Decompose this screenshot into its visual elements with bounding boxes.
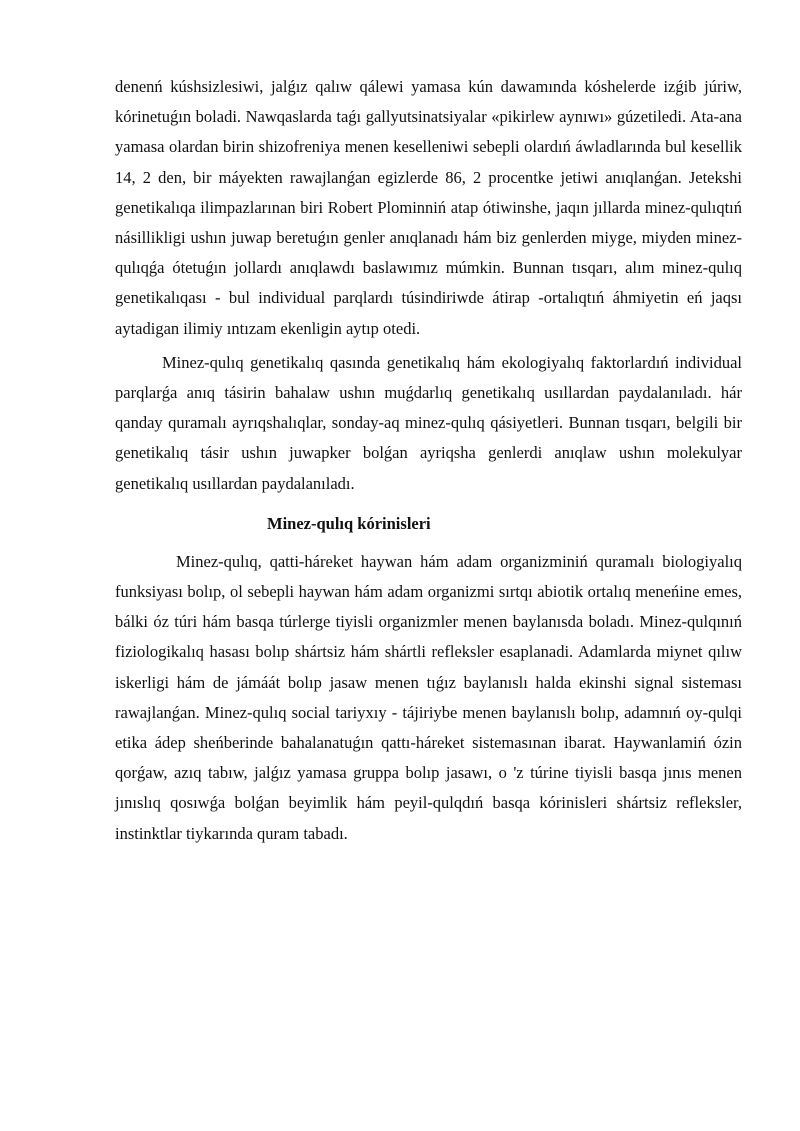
- section-heading: Minez-qulıq kórinisleri: [267, 513, 431, 533]
- paragraph-3: Minez-qulıq, qatti-háreket haywan hám adam organizminiń quramalı biologiyalıq funksiyası bolıp, ol sebepli haywan hám adam organizmi sırtqı abiotik ortalıq meneńine emes, bálki óz túri hám basqa túrlerge tiyisli organizmler menen baylanısda boladı. Minez-qulqınıń fiziologikalıq hasası bolıp shártsiz hám shártli refleksler esaplanadi. Adamlarda miynet qılıw iskerligi hám de jámáát bolıp jasaw menen tıǵız baylanıslı halda ekinshi signal sisteması rawajlanǵan. Minez-qulıq social tariyxıy - tájiriybe menen baylanıslı bolıp, adamnıń oy-qulqi etika ádep sheńberinde bahalanatuǵın qattı-háreket sistemasınan ibarat. Haywanlamiń ózin qorǵaw, azıq tabıw, jalǵız yamasa gruppa bolıp jasawı, o 'z túrine tiyisli basqa jınıs menen jınıslıq qosıwǵa bolǵan beyimlik hám peyil-qulqdıń basqa kórinisleri shártsiz refleksler, instinktlar tiykarında quram tabadı.: [115, 551, 742, 843]
- document-page: [115, 72, 742, 849]
- paragraph-2: Minez-qulıq genetikalıq qasında genetikalıq hám ekologiyalıq faktorlardıń individual parqlarǵa anıq tásirin bahalaw ushın muǵdarlıq genetikalıq usıllardan paydalanıladı. hár qanday quramalı ayrıqshalıqlar, sonday-aq minez-qulıq qásiyetleri. Bunnan tısqarı, belgili bir genetikalıq tásir ushın juwapker bolǵan ayriqsha genlerdi anıqlaw ushın molekulyar genetikalıq usıllardan paydalanıladı.: [115, 352, 742, 493]
- paragraph-1: denenń kúshsizlesiwi, jalǵız qalıw qálewi yamasa kún dawamında kóshelerde izǵib júriw, kórinetuǵın boladi. Nawqaslarda taǵı gallyutsinatsiyalar «pikirlew aynıwı» gúzetiledi. Ata-ana yamasa olardan birin shizofreniya menen keselleniwi sebepli olardıń áwladlarında bul kesellik 14, 2 den, bir máyekten rawajlanǵan egizlerde 86, 2 procentke jetiwi anıqlanǵan. Jetekshi genetikalıqa ilimpazlarınan biri Robert Plominniń atap ótiwinshe, jaqın jıllarda minez-qulıqtıń násillikligi ushın juwap beretuǵın genler anıqlanadı hám biz genlerden miyge, miyden minez-qulıqǵa ótetuǵın jollardı anıqlawdı baslawımız múmkin. Bunnan tısqarı, alım minez-qulıq genetikalıqası - bul individual parqlardı túsindiriwde átirap -ortalıqtıń áhmiyetin eń jaqsı aytadigan ilimiy ıntızam ekenligin aytıp otedi.: [115, 77, 742, 338]
